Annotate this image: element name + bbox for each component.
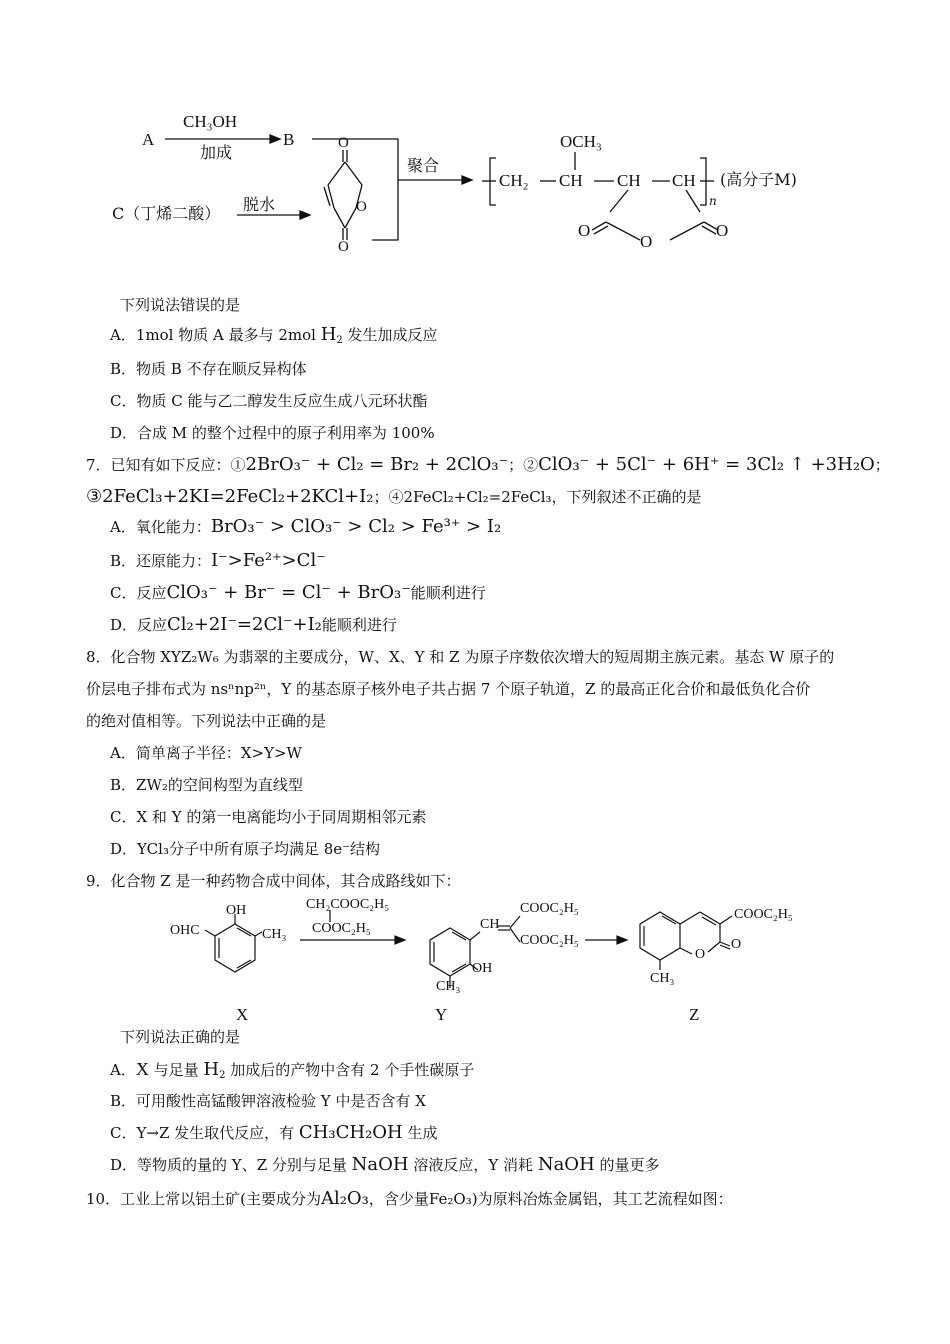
q9-d-mid: 溶液反应，Y 消耗 [408, 1156, 538, 1174]
q7-line2 [86, 488, 702, 506]
q9-ask: 下列说法正确的是 [120, 1028, 241, 1046]
q7-eq4: 2FeCl₂+Cl₂=2FeCl₃ [403, 488, 552, 506]
q6-stem: 下列说法错误的是 [120, 296, 241, 314]
label-z: Z [689, 1005, 700, 1024]
lactone-o-right: O [716, 221, 729, 240]
q6-option-d: D．合成 M 的整个过程中的原子利用率为 100% [110, 424, 435, 442]
q9-d-pre: D．等物质的量的 Y、Z 分别与足量 [110, 1156, 352, 1174]
q10-mid: ，含少量 [368, 1190, 429, 1208]
polymer-ch-1: CH [559, 171, 583, 190]
q9-d-naoh: NaOH [351, 1154, 409, 1175]
q7-option-d [110, 616, 397, 634]
polymer-m-label: (高分子M) [720, 170, 797, 189]
q7-sep: ；② [508, 456, 539, 474]
polymer-ch-3: CH [672, 171, 696, 190]
q9-option-a [110, 1060, 474, 1079]
q7-b-eq: I⁻>Fe²⁺>Cl⁻ [211, 550, 326, 571]
q10-pre: 10．工业上常以铝土矿(主要成分为 [86, 1190, 321, 1208]
compound-a-label: A [142, 130, 155, 149]
q7-intro: 7．已知有如下反应：① [86, 456, 246, 474]
lactone-o-mid: O [640, 232, 653, 251]
reagent-malonate-1: CH₂COOC₂H₅ [306, 897, 390, 912]
q9-option-d [110, 1156, 660, 1174]
q9-stem: 9．化合物 Z 是一种药物合成中间体，其合成路线如下： [86, 872, 461, 890]
q10-al2o3: Al₂O₃ [320, 1188, 369, 1209]
label-y: Y [435, 1005, 448, 1024]
q7-c-post: 能顺利进行 [410, 584, 486, 602]
polymer-ch-2: CH [617, 171, 641, 190]
q8-option-c: C．X 和 Y 的第一电离能均小于同周期相邻元素 [110, 808, 427, 826]
x-ch3: CH₃ [262, 927, 287, 942]
q8-option-b: B．ZW₂的空间构型为直线型 [110, 776, 303, 794]
y-ch3: CH₃ [436, 979, 461, 994]
y-cooet-1: COOC₂H₅ [520, 901, 579, 916]
q9-c-post: 生成 [402, 1124, 438, 1142]
q10-fe2o3: Fe₂O₃ [428, 1190, 472, 1208]
q10-stem [86, 1190, 733, 1208]
scheme1-drawing [0, 0, 950, 270]
q6-option-a [110, 326, 438, 344]
x-cho: OHC [170, 923, 200, 938]
polymer-n: n [709, 194, 717, 208]
q8-line1: 8．化合物 XYZ₂W₆ 为翡翠的主要成分，W、X、Y 和 Z 为原子序数依次增大的短周期主族元素。基态 W 原子的 [86, 648, 835, 666]
q9-a-x: X [135, 1059, 149, 1079]
q8-line2: 价层电子排布式为 nsⁿnp²ⁿ，Y 的基态原子核外电子共占据 7 个原子轨道，Z 的最高正化合价和最低负化合价 [86, 680, 811, 698]
q9-a-h2-sub: 2 [219, 1070, 226, 1081]
q6-a-h2: H [320, 324, 337, 345]
q8-option-d: D．YCl₃分子中所有原子均满足 8e⁻结构 [110, 840, 381, 858]
q7-a-pre: A．氧化能力： [110, 518, 211, 536]
x-oh: OH [226, 903, 247, 918]
q7-line1 [86, 456, 890, 474]
z-ch3: CH₃ [650, 971, 675, 986]
anhydride-o-ring: O [356, 199, 367, 215]
q7-d-post: 能顺利进行 [321, 616, 397, 634]
q7-eq1: 2BrO₃⁻ + Cl₂ = Br₂ + 2ClO₃⁻ [245, 454, 509, 475]
anhydride-o-top: O [338, 135, 349, 151]
q9-a-pre: A． [110, 1061, 136, 1079]
y-cooet-2: COOC₂H₅ [520, 933, 579, 948]
q6-option-b: B．物质 B 不存在顺反异构体 [110, 360, 307, 378]
q7-a-eq: BrO₃⁻ > ClO₃⁻ > Cl₂ > Fe³⁺ > I₂ [210, 516, 502, 537]
q6-a-h2-sub: 2 [336, 335, 343, 346]
q7-d-eq: Cl₂+2I⁻=2Cl⁻+I₂ [167, 614, 322, 635]
q9-d-post: 的量更多 [594, 1156, 660, 1174]
polymerize-label: 聚合 [407, 156, 440, 175]
q7-option-c [110, 584, 486, 602]
q8-option-a: A．简单离子半径：X>Y>W [110, 744, 302, 762]
q7-sep2: ；④ [373, 488, 404, 506]
q9-option-c [110, 1124, 438, 1142]
label-x: X [236, 1005, 249, 1024]
q7-eq3: ③2FeCl₃+2KI=2FeCl₂+2KCl+I₂ [86, 486, 374, 507]
q9-a-h2: H [203, 1059, 220, 1080]
addition-label: 加成 [200, 143, 233, 162]
q10-post: )为原料冶炼金属铝，其工艺流程如图： [471, 1190, 733, 1208]
lactone-o-left: O [578, 221, 591, 240]
y-oh: OH [472, 961, 493, 976]
q9-a-mid: 与足量 [148, 1061, 204, 1079]
z-keto-o: O [731, 937, 742, 952]
anhydride-o-bottom: O [338, 239, 349, 255]
q7-ask: ，下列叙述不正确的是 [551, 488, 702, 506]
compound-c-label: C（丁烯二酸） [112, 204, 221, 223]
q9-drawing [0, 890, 950, 1030]
q7-option-b [110, 552, 326, 570]
polymer-ch2: CH₂ [499, 171, 529, 190]
q9-a-post: 加成后的产物中含有 2 个手性碳原子 [225, 1061, 475, 1079]
q7-option-a [110, 518, 501, 536]
q9-c-eq: CH₃CH₂OH [298, 1122, 403, 1143]
z-ring-o: O [695, 947, 706, 962]
dehydrate-label: 脱水 [243, 195, 276, 214]
q7-c-eq: ClO₃⁻ + Br⁻ = Cl⁻ + BrO₃⁻ [166, 582, 411, 603]
q9-d-naoh2: NaOH [537, 1154, 595, 1175]
q9-c-pre: C．Y→Z 发生取代反应，有 [110, 1124, 299, 1142]
q7-c-pre: C．反应 [110, 584, 167, 602]
q7-end1: ； [874, 456, 890, 474]
compound-b-label: B [283, 130, 295, 149]
y-ch: CH [480, 917, 500, 932]
q6-option-c: C．物质 C 能与乙二醇发生反应生成八元环状酯 [110, 392, 428, 410]
q7-eq2: ClO₃⁻ + 5Cl⁻ + 6H⁺ = 3Cl₂ ↑ +3H₂O [538, 454, 875, 475]
q8-line3: 的绝对值相等。下列说法中正确的是 [86, 712, 327, 730]
q6-a-text: A．1mol 物质 A 最多与 2mol [110, 326, 321, 344]
reagent-malonate-2: COOC₂H₅ [312, 921, 371, 936]
z-cooet: COOC₂H₅ [734, 907, 793, 922]
reagent-methanol: CH₃OH [183, 112, 238, 131]
q7-d-pre: D．反应 [110, 616, 168, 634]
q9-option-b: B．可用酸性高锰酸钾溶液检验 Y 中是否含有 X [110, 1092, 426, 1110]
q7-b-pre: B．还原能力： [110, 552, 212, 570]
polymer-och3: OCH₃ [560, 132, 602, 151]
q6-a-tail: 发生加成反应 [342, 326, 438, 344]
